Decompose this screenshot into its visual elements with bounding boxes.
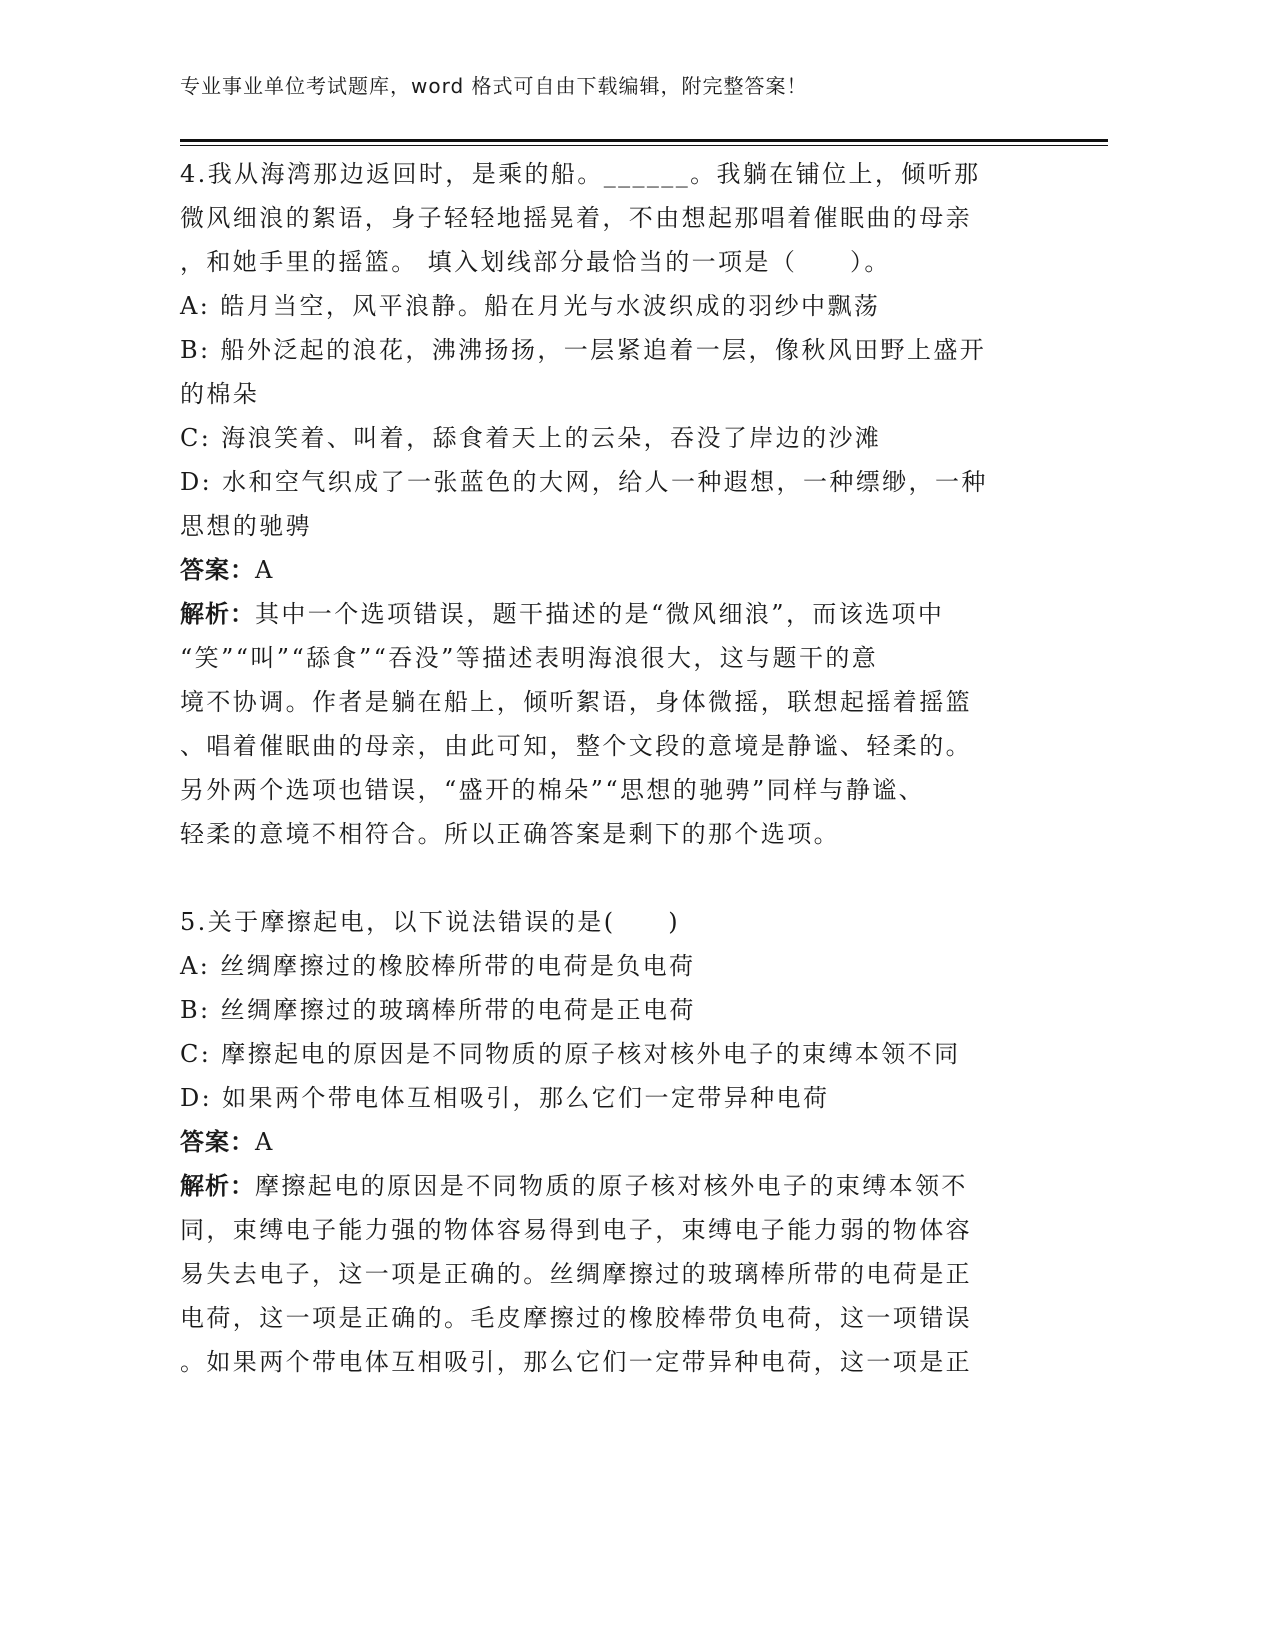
question-5: [180, 900, 1110, 1384]
q4-analysis-text: 其中一个选项错误，题干描述的是“微风细浪”，而该选项中: [255, 600, 945, 628]
q4-stem-line: 4.我从海湾那边返回时，是乘的船。______。我躺在铺位上，倾听那: [180, 160, 981, 188]
q4-analysis-line: 另外两个选项也错误，“盛开的棉朵”“思想的驰骋”同样与静谧、: [180, 776, 926, 804]
q5-analysis-line: 电荷，这一项是正确的。毛皮摩擦过的橡胶棒带负电荷，这一项错误: [180, 1304, 972, 1332]
q4-answer: [180, 548, 1110, 592]
q5-stem: 5.关于摩擦起电，以下说法错误的是( ): [180, 908, 681, 936]
q4-answer-value: A: [255, 556, 275, 584]
q4-option-b: B: 船外泛起的浪花，沸沸扬扬，一层紧追着一层，像秋风田野上盛开: [180, 336, 987, 364]
q4-analysis-line: “笑”“叫”“舔食”“吞没”等描述表明海浪很大，这与题干的意: [180, 644, 879, 672]
q5-analysis-line: 易失去电子，这一项是正确的。丝绸摩擦过的玻璃棒所带的电荷是正: [180, 1260, 972, 1288]
q4-stem-line: 微风细浪的絮语，身子轻轻地摇晃着，不由想起那唱着催眠曲的母亲: [180, 204, 972, 232]
q5-option-c: C: 摩擦起电的原因是不同物质的原子核对核外电子的束缚本领不同: [180, 1040, 961, 1068]
q5-analysis: [180, 1164, 1110, 1208]
q5-analysis-label: 解析：: [180, 1172, 255, 1200]
q4-analysis: [180, 592, 1110, 636]
q5-answer-label: 答案：: [180, 1128, 255, 1156]
q5-analysis-line: 。如果两个带电体互相吸引，那么它们一定带异种电荷，这一项是正: [180, 1348, 972, 1376]
q5-option-b: B: 丝绸摩擦过的玻璃棒所带的电荷是正电荷: [180, 996, 696, 1024]
q5-option-d: D: 如果两个带电体互相吸引，那么它们一定带异种电荷: [180, 1084, 830, 1112]
q5-answer-value: A: [255, 1128, 275, 1156]
question-separator: [180, 856, 1110, 900]
q4-option-d: D: 水和空气织成了一张蓝色的大网，给人一种遐想，一种缥缈，一种: [180, 468, 988, 496]
q5-option-a: A: 丝绸摩擦过的橡胶棒所带的电荷是负电荷: [180, 952, 696, 980]
q4-stem-line: ，和她手里的摇篮。 填入划线部分最恰当的一项是（ ）。: [180, 248, 891, 276]
q4-analysis-line: 轻柔的意境不相符合。所以正确答案是剩下的那个选项。: [180, 820, 840, 848]
document-body: [180, 152, 1110, 1384]
header-divider: [180, 139, 1108, 146]
q4-answer-label: 答案：: [180, 556, 255, 584]
q5-analysis-text: 摩擦起电的原因是不同物质的原子核对核外电子的束缚本领不: [255, 1172, 968, 1200]
q4-option-a: A: 皓月当空，风平浪静。船在月光与水波织成的羽纱中飘荡: [180, 292, 881, 320]
q5-analysis-line: 同，束缚电子能力强的物体容易得到电子，束缚电子能力弱的物体容: [180, 1216, 972, 1244]
q4-analysis-line: 境不协调。作者是躺在船上，倾听絮语，身体微摇，联想起摇着摇篮: [180, 688, 972, 716]
q4-analysis-label: 解析：: [180, 600, 255, 628]
q4-option-d-continued: 思想的驰骋: [180, 512, 312, 540]
question-4: [180, 152, 1110, 856]
q4-analysis-line: 、唱着催眠曲的母亲，由此可知，整个文段的意境是静谧、轻柔的。: [180, 732, 972, 760]
q4-option-c: C: 海浪笑着、叫着，舔食着天上的云朵，吞没了岸边的沙滩: [180, 424, 882, 452]
page-header: 专业事业单位考试题库，word 格式可自由下载编辑，附完整答案！: [180, 74, 808, 98]
q5-answer: [180, 1120, 1110, 1164]
q4-option-b-continued: 的棉朵: [180, 380, 260, 408]
